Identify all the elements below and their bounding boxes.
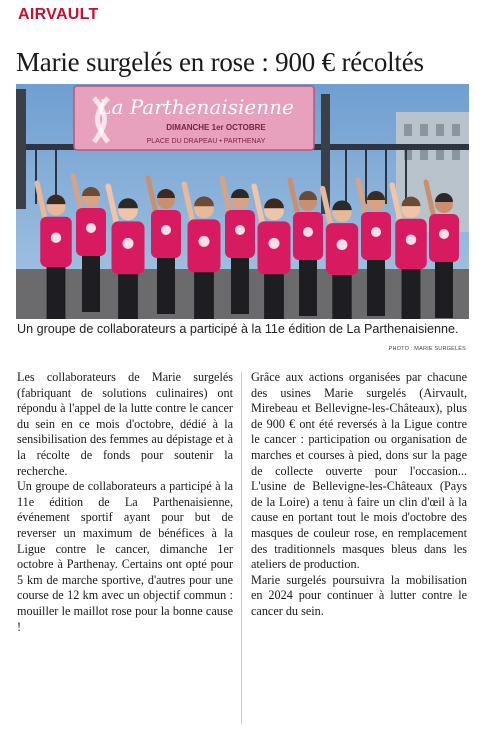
section-kicker: AIRVAULT xyxy=(18,6,99,23)
banner-title: La Parthenaisienne xyxy=(98,95,294,119)
column-divider xyxy=(241,372,242,724)
article-paragraph: Grâce aux actions organisées par chacune des usines Marie surgelés (Airvault, Mirebeau et Bellevigne-les-Châteaux), plus de 900 € ont été reversés à la Ligue contre le cancer : participation ou organisation de marches et courses à pied, dons sur la page de collecte ouverte pour l'occasion... L'usine de Bellevigne-les-Châteaux (Pays de la Loire) a tenu à faire un clin d'œil à la cause en portant tout le mois d'octobre des masques de couleur rose, en remplacement des traditionnels masques bleus dans les ateliers de production. xyxy=(251,370,467,572)
article-paragraph: Les collaborateurs de Marie surgelés (fabriquant de solutions culinaires) ont répondu à l'appel de la lutte contre le cancer du sein en ce mois d'octobre, dédié à la sensibilisation des femmes au dépistage et à la récolte de fonds pour soutenir la recherche. xyxy=(17,370,233,478)
article-column-right xyxy=(251,370,467,620)
banner-place: PLACE DU DRAPEAU • PARTHENAY xyxy=(146,138,266,145)
banner-date: DIMANCHE 1er OCTOBRE xyxy=(166,123,266,132)
article-headline: Marie surgelés en rose : 900 € récoltés xyxy=(16,47,424,78)
photo-caption: Un groupe de collaborateurs a participé à la 11e édition de La Parthenaisienne. xyxy=(17,322,459,336)
article-paragraph: Marie surgelés poursuivra la mobilisation en 2024 pour continuer à lutter contre le cancer du sein. xyxy=(251,572,467,618)
article-paragraph: Un groupe de collaborateurs a participé à la 11e édition de La Parthenaisienne, événement sportif ayant pour but de reverser un maximum de bénéfices à la Ligue contre le cancer, dimanche 1er octobre à Parthenay. Certains ont opté pour 5 km de marche sportive, d'autres pour une course de 12 km avec un objectif commun : mouiller le maillot rose pour la bonne cause ! xyxy=(17,479,233,634)
photo-credit: PHOTO : MARIE SURGELÉS xyxy=(388,346,466,352)
article-column-left xyxy=(17,370,233,635)
article-photo xyxy=(16,84,469,319)
